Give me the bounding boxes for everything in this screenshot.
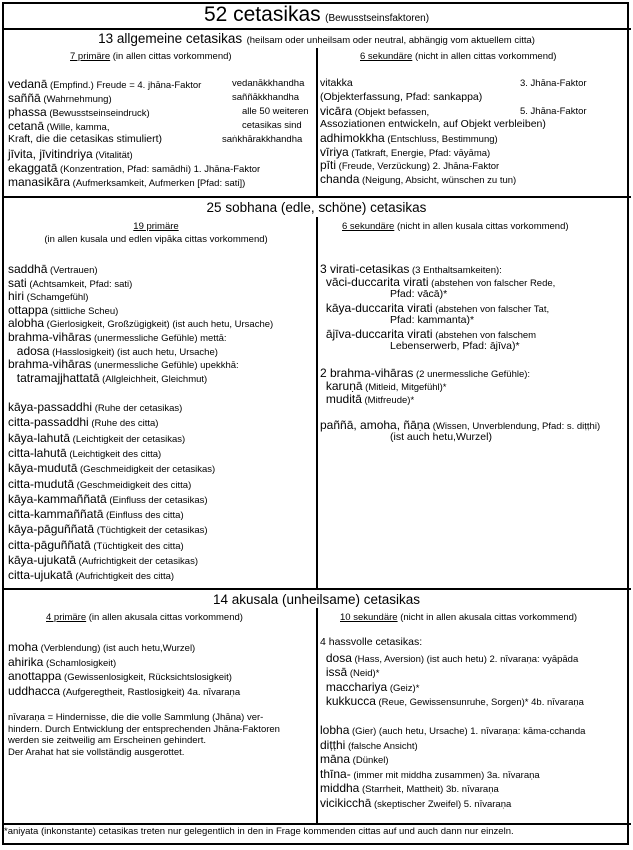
s1right-line: pīti (Freude, Verzückung) 2. Jhāna-Faktor xyxy=(320,158,500,172)
s1left-line: Kraft, die die cetasikas stimuliert) xyxy=(8,133,163,145)
s2left2-line: citta-passaddhi (Ruhe des citta) xyxy=(8,415,159,430)
s1right-line: (Objekterfassung, Pfad: sankappa) xyxy=(320,90,483,103)
s3right-line: vicikicchā (skeptischer Zweifel) 5. nīvaraṇa xyxy=(320,795,512,810)
s3left-line: uddhacca (Aufgeregtheit, Rastlosigkeit) 4a. nīvaraṇa xyxy=(8,683,241,698)
s3right-line: kukkucca (Reue, Gewissensunruhe, Sorgen)* 4b. nīvaraṇa xyxy=(325,694,584,708)
s3note-line: hindern. Durch Entwicklung der entsprechenden Jhāna-Faktoren xyxy=(8,723,280,735)
note-sankharakkhandha: saṅkhārakkhandha xyxy=(222,134,303,145)
s2right-line: 3 virati-cetasikas (3 Enthaltsamkeiten): xyxy=(320,262,502,276)
note-vedanakkhandha: vedanākkhandha xyxy=(232,78,305,89)
s1left-line: ekaggatā (Konzentration, Pfad: samādhi) 1. Jhāna-Faktor xyxy=(8,161,261,175)
sec2-heading: 25 sobhana (edle, schöne) cetasikas xyxy=(206,200,427,215)
s2left-line: hiri (Schamgefühl) xyxy=(8,289,89,304)
s1left-line: phassa (Bewusstseinseindruck) xyxy=(8,105,150,119)
sec2-left-head: 19 primäre xyxy=(133,221,179,232)
s3right-line: 4 hassvolle cetasikas: xyxy=(320,636,423,648)
s3left-line: anottappa (Gewissenlosigkeit, Rücksichtslosigkeit) xyxy=(8,669,232,683)
title-main: 52 cetasikas xyxy=(203,3,321,26)
s3right-line: middha (Starrheit, Mattheit) 3b. nīvaraṇa xyxy=(320,781,499,795)
s2left2-line: kāya-lahutā (Leichtigkeit der cetasikas) xyxy=(8,430,186,445)
s2right-line: vāci-duccarita virati (abstehen von falscher Rede, xyxy=(325,275,556,289)
s2left2-line: citta-mudutā (Geschmeidigkeit des citta) xyxy=(8,476,192,491)
divider-footnote xyxy=(2,823,631,825)
divider-sec3 xyxy=(2,588,631,590)
note-sannakkhandha: saññākkhandha xyxy=(232,92,300,103)
sec3-divider xyxy=(316,608,318,823)
s2left-line: sati (Achtsamkeit, Pfad: sati) xyxy=(8,275,133,290)
s2right-line: paññā, amoha, ñāṇa (Wissen, Unverblendung, Pfad: s. diṭṭhi) xyxy=(320,418,601,432)
s1right-line: chanda (Neigung, Absicht, wünschen zu tun) xyxy=(320,171,517,186)
sec1-left-head: 7 primäre (in allen cittas vorkommend) xyxy=(70,51,232,62)
s2left-line: saddhā (Vertrauen) xyxy=(8,262,98,276)
note-alle-50: alle 50 weiteren xyxy=(242,106,309,117)
s2right-line: kāya-duccarita virati (abstehen von falscher Tat, xyxy=(325,301,550,315)
s2right-line: karuṇā (Mitleid, Mitgefühl)* xyxy=(325,379,447,393)
s2left-line: ottappa (sittliche Scheu) xyxy=(8,302,119,317)
s1left-line: saññā (Wahrnehmung) xyxy=(8,91,112,105)
s3left-line: ahirika (Schamlosigkeit) xyxy=(8,654,117,669)
s1right-line: vicāra (Objekt befassen, xyxy=(320,104,430,118)
divider-sec2 xyxy=(2,196,631,198)
note-3-jhana: 3. Jhāna-Faktor xyxy=(520,78,587,89)
s1right-line: vīriya (Tatkraft, Energie, Pfad: vāyāma) xyxy=(320,144,491,159)
s2right-line: (ist auch hetu,Wurzel) xyxy=(320,431,492,443)
s1right-line: vitakka xyxy=(320,77,353,89)
sec2-left-head-note: (in allen kusala und edlen vipāka cittas vorkommend) xyxy=(44,234,268,245)
s3right-line: māna (Dünkel) xyxy=(320,752,389,766)
s2left-line: tatramajjhattatā (Allgleichheit, Gleichmut) xyxy=(16,370,208,385)
s2left2-line: citta-kammaññatā (Einfluss des citta) xyxy=(8,507,184,522)
s1left-line: vedanā (Empfind.) Freude = 4. jhāna-Faktor xyxy=(8,77,202,91)
s1left-line: jīvita, jīvitindriya (Vitalität) xyxy=(8,147,133,161)
s2left2-line: citta-pāguññatā (Tüchtigkeit des citta) xyxy=(8,537,184,552)
s2left2-line: citta-lahutā (Leichtigkeit des citta) xyxy=(8,445,162,460)
s3right-line: macchariya (Geiz)* xyxy=(325,679,420,694)
s1right-line: Assoziationen entwickeln, auf Objekt verbleiben) xyxy=(320,117,546,130)
s3right-line: lobha (Gier) (auch hetu, Ursache) 1. nīvaraṇa: kāma-cchanda xyxy=(320,723,586,737)
footnote: *aniyata (inkonstante) cetasikas treten nur gelegentlich in den in Frage kommenden cittas auf und auch dann nur einzeln. xyxy=(4,826,514,837)
sec3-heading: 14 akusala (unheilsame) cetasikas xyxy=(212,592,421,607)
s2left-line: brahma-vihāras (unermessliche Gefühle) upekkhā: xyxy=(8,357,239,372)
sec1-right-head: 6 sekundäre (nicht in allen cittas vorkommend) xyxy=(360,51,557,62)
s2right-line: muditā (Mitfreude)* xyxy=(325,392,415,406)
s2right-line: ājīva-duccarita virati (abstehen von falschem xyxy=(325,327,537,341)
s3note-line: Der Arahat hat sie vollständig ausgerottet. xyxy=(8,746,185,758)
s2left2-line: kāya-mudutā (Geschmeidigkeit der cetasikas) xyxy=(8,461,216,476)
s3right-line: thīna- (immer mit middha zusammen) 3a. nīvaraṇa xyxy=(320,766,540,781)
s1right-line: adhimokkha (Entschluss, Bestimmung) xyxy=(320,131,498,145)
s2left2-line: kāya-ujukatā (Aufrichtigkeit der cetasikas) xyxy=(8,553,199,567)
sec3-right-head: 10 sekundäre (nicht in allen akusala cittas vorkommend) xyxy=(340,612,578,623)
s3note-line: werden sie zeitweilig am Erscheinen gehindert. xyxy=(8,735,207,746)
s2right-line: 2 brahma-vihāras (2 unermessliche Gefühle): xyxy=(320,366,531,380)
sec1-divider xyxy=(316,48,318,196)
s3right-line: dosa (Hass, Aversion) (ist auch hetu) 2. nīvaraṇa: vyāpāda xyxy=(325,650,579,665)
s2left2-line: kāya-kammaññatā (Einfluss der cetasikas) xyxy=(8,491,208,506)
page-title xyxy=(0,3,633,27)
s2right-line: Lebenserwerb, Pfad: ājīva)* xyxy=(320,340,520,352)
s1left-line: cetanā (Wille, kamma, xyxy=(8,119,110,133)
s3right-line: issā (Neid)* xyxy=(325,665,380,679)
s2left-line: alobha (Gierlosigkeit, Großzügigkeit) (ist auch hetu, Ursache) xyxy=(8,316,274,331)
s2left-line: adosa (Hasslosigkeit) (ist auch hetu, Ursache) xyxy=(16,343,218,358)
sec2-divider xyxy=(316,217,318,588)
s3note-line: nīvaraṇa = Hindernisse, die die volle Sammlung (Jhāna) ver- xyxy=(8,712,264,723)
sec2-right-head: 6 sekundäre (nicht in allen kusala cittas vorkommend) xyxy=(342,221,569,232)
sec1-heading: 13 allgemeine cetasikas (heilsam oder unheilsam oder neutral, abhängig vom aktuellem citta) xyxy=(98,31,535,46)
s2left-line: brahma-vihāras (unermessliche Gefühle) mettā: xyxy=(8,330,227,344)
s2left2-line: citta-ujukatā (Aufrichtigkeit des citta) xyxy=(8,568,175,583)
note-5-jhana: 5. Jhāna-Faktor xyxy=(520,106,587,117)
s3left-line: moha (Verblendung) (ist auch hetu,Wurzel) xyxy=(8,640,196,654)
s2left2-line: kāya-passaddhi (Ruhe der cetasikas) xyxy=(8,400,183,414)
note-cetasikas-sind: cetasikas sind xyxy=(242,120,302,131)
s2left2-line: kāya-pāguññatā (Tüchtigkeit der cetasikas) xyxy=(8,522,208,537)
sec3-left-head: 4 primäre (in allen akusala cittas vorkommend) xyxy=(46,612,243,623)
title-sub: (Bewusstseinsfaktoren) xyxy=(325,13,430,24)
s3right-line: diṭṭhi (falsche Ansicht) xyxy=(320,737,418,752)
s2right-line: Pfad: kammanta)* xyxy=(320,314,475,326)
s2right-line: Pfad: vācā)* xyxy=(320,288,448,300)
s1left-line: manasikāra (Aufmerksamkeit, Aufmerken [Pfad: sati]) xyxy=(8,175,246,189)
